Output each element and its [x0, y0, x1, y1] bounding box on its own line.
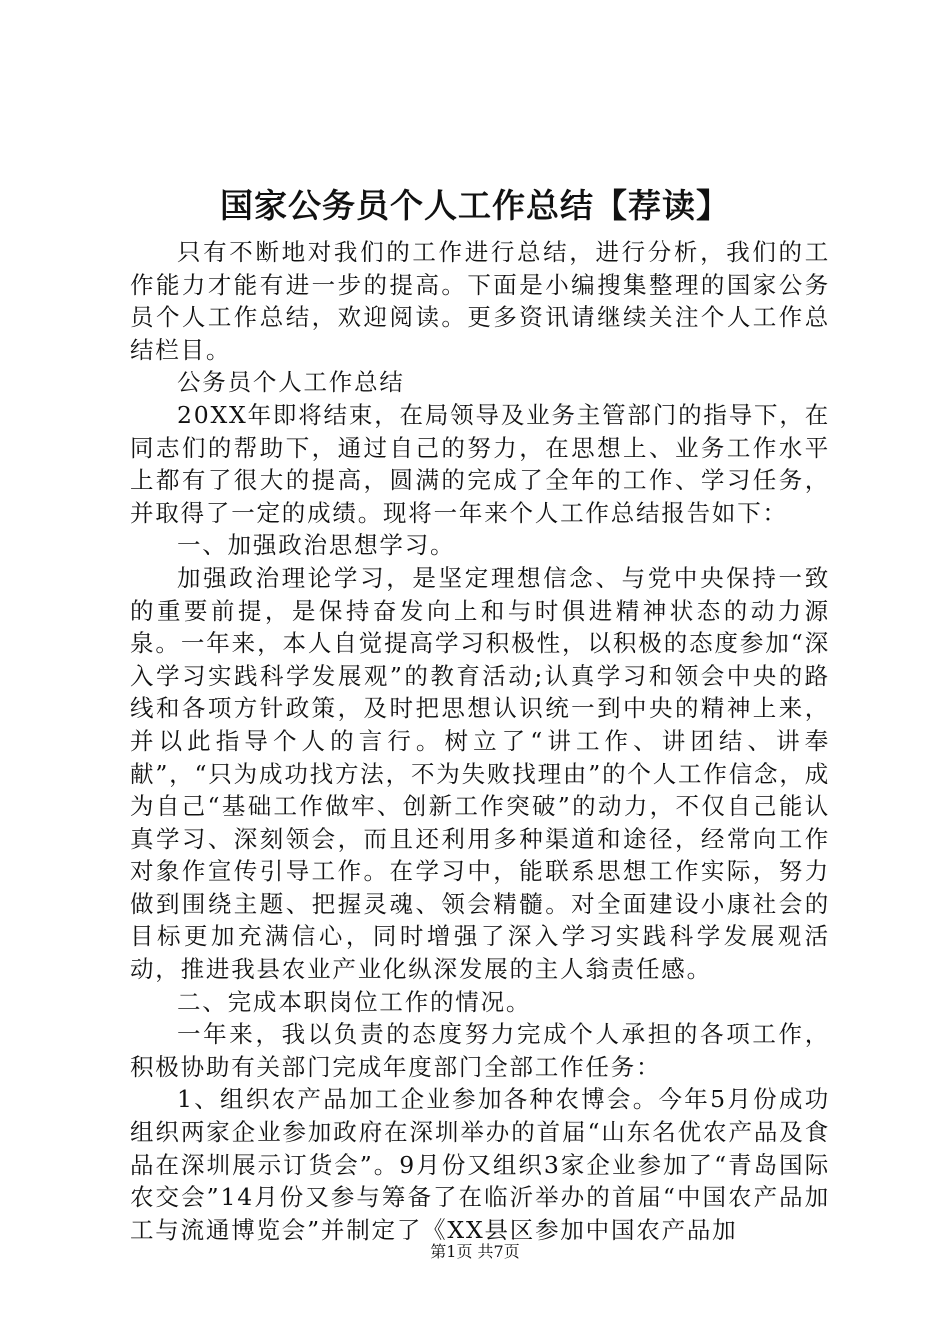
paragraph-intro: 只有不断地对我们的工作进行总结，进行分析，我们的工作能力才能有进一步的提高。下面是小编搜集整理的国家公务员个人工作总结，欢迎阅读。更多资讯请继续关注个人工作总结栏目。: [130, 238, 830, 364]
paragraph-item-1: 1、组织农产品加工企业参加各种农博会。今年5月份成功组织两家企业参加政府在深圳举办的首届“山东名优农产品及食品在深圳展示订货会”。9月份又组织3家企业参加了“青岛国际农交会”14月份又参与筹备了在临沂举办的首届“中国农产品加工与流通博览会”并制定了《XX县区参加中国农产品加: [130, 1085, 830, 1244]
section-heading-2: 二、完成本职岗位工作的情况。: [177, 987, 532, 1016]
paragraph-overview: 20XX年即将结束，在局领导及业务主管部门的指导下，在同志们的帮助下，通过自己的努力，在思想上、业务工作水平上都有了很大的提高，圆满的完成了全年的工作、学习任务，并取得了一定的成绩。现将一年来个人工作总结报告如下：: [130, 400, 830, 527]
paragraph-subtitle: 公务员个人工作总结: [177, 368, 405, 397]
page-number: 第1页 共7页: [430, 1242, 520, 1261]
paragraph-duties-intro: 一年来，我以负责的态度努力完成个人承担的各项工作，积极协助有关部门完成年度部门全部工作任务：: [130, 1020, 830, 1081]
paragraph-political-study: 加强政治理论学习，是坚定理想信念、与党中央保持一致的重要前提，是保持奋发向上和与时俱进精神状态的动力源泉。一年来，本人自觉提高学习积极性，以积极的态度参加“深入学习实践科学发展观”的教育活动;认真学习和领会中央的路线和各项方针政策，及时把思想认识统一到中央的精神上来，并以此指导个人的言行。树立了“讲工作、讲团结、讲奉献”，“只为成功找方法，不为失败找理由”的个人工作信念，成为自己“基础工作做牢、创新工作突破”的动力，不仅自己能认真学习、深刻领会，而且还利用多种渠道和途径，经常向工作对象作宣传引导工作。在学习中，能联系思想工作实际，努力做到围绕主题、把握灵魂、领会精髓。对全面建设小康社会的目标更加充满信心，同时增强了深入学习实践科学发展观活动，推进我县农业产业化纵深发展的主人翁责任感。: [130, 563, 830, 984]
page-footer: [0, 1240, 950, 1264]
document-body: [130, 236, 830, 1246]
document-title: 国家公务员个人工作总结【荐读】: [220, 186, 730, 225]
section-heading-1: 一、加强政治思想学习。: [177, 531, 456, 560]
